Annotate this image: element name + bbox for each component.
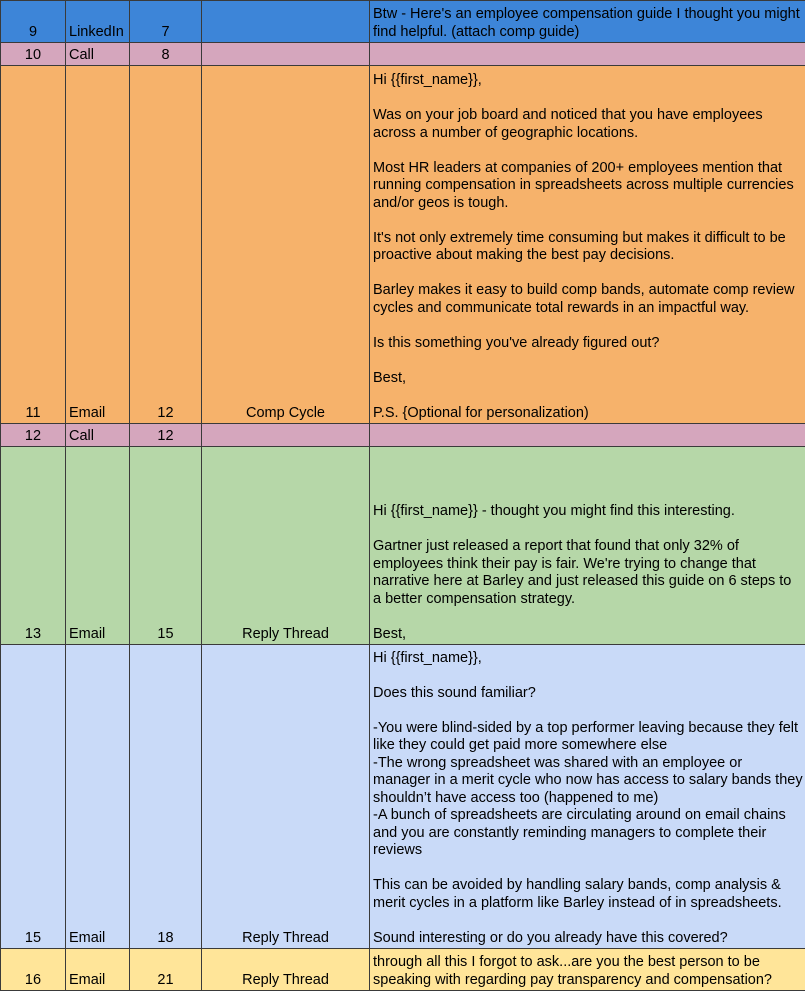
table-row (1, 447, 805, 645)
day-cell[interactable]: 15 (130, 447, 202, 645)
message-paragraph: Best, (373, 370, 803, 388)
table-row (1, 424, 805, 447)
message-paragraph: Barley makes it easy to build comp bands, automate comp review cycles and communicate total rewards in an impactful way. (373, 282, 803, 317)
name-cell[interactable] (202, 43, 370, 66)
table-row (1, 645, 805, 949)
name-cell[interactable]: Comp Cycle (202, 66, 370, 424)
table-row (1, 1, 805, 43)
message-paragraph: -You were blind-sided by a top performer leaving because they felt like they could get paid more somewhere else -The wrong spreadsheet was shared with an employee or manager in a merit cycle who now has access to salary bands they shouldn’t have access too (happened to me) -A bunch of spreadsheets are circulating around on email chains and you are constantly reminding managers to complete their reviews (373, 720, 803, 860)
step-cell[interactable]: 15 (1, 645, 66, 949)
channel-cell[interactable]: Email (66, 949, 130, 991)
name-cell[interactable] (202, 424, 370, 447)
name-cell[interactable]: Reply Thread (202, 949, 370, 991)
channel-cell[interactable]: Call (66, 43, 130, 66)
channel-cell[interactable]: Email (66, 645, 130, 949)
message-cell[interactable] (370, 66, 805, 424)
message-cell[interactable] (370, 949, 805, 991)
message-paragraph: Best, (373, 626, 803, 644)
message-paragraph: Most HR leaders at companies of 200+ employees mention that running compensation in spreadsheets across multiple currencies and/or geos is tough. (373, 160, 803, 213)
message-paragraph: Sound interesting or do you already have this covered? (373, 930, 803, 948)
day-cell[interactable]: 12 (130, 66, 202, 424)
channel-cell[interactable]: Email (66, 66, 130, 424)
message-cell[interactable] (370, 645, 805, 949)
message-cell[interactable] (370, 1, 805, 43)
message-paragraph: This can be avoided by handling salary bands, comp analysis & merit cycles in a platform like Barley instead of in spreadsheets. (373, 877, 803, 912)
message-paragraph: through all this I forgot to ask...are you the best person to be speaking with regarding pay transparency and compensation? (373, 954, 803, 989)
message-cell[interactable] (370, 43, 805, 66)
message-paragraph: Does this sound familiar? (373, 685, 803, 703)
step-cell[interactable]: 12 (1, 424, 66, 447)
name-cell[interactable]: Reply Thread (202, 645, 370, 949)
message-paragraph: Hi {{first_name}}, (373, 72, 803, 90)
message-paragraph: Was on your job board and noticed that you have employees across a number of geographic locations. (373, 107, 803, 142)
message-paragraph: Btw - Here's an employee compensation guide I thought you might find helpful. (attach comp guide) (373, 6, 803, 41)
message-paragraph: Is this something you've already figured out? (373, 335, 803, 353)
message-paragraph: Gartner just released a report that found that only 32% of employees think their pay is fair. We're trying to change that narrative here at Barley and just released this guide on 6 steps to a better compensation strategy. (373, 538, 803, 608)
channel-cell[interactable]: Call (66, 424, 130, 447)
table-row (1, 66, 805, 424)
message-paragraph: Hi {{first_name}} - thought you might find this interesting. (373, 503, 803, 521)
step-cell[interactable]: 10 (1, 43, 66, 66)
channel-cell[interactable]: LinkedIn (66, 1, 130, 43)
message-paragraph: It's not only extremely time consuming but makes it difficult to be proactive about making the best pay decisions. (373, 230, 803, 265)
day-cell[interactable]: 8 (130, 43, 202, 66)
table-row (1, 949, 805, 991)
step-cell[interactable]: 16 (1, 949, 66, 991)
table-row (1, 43, 805, 66)
day-cell[interactable]: 21 (130, 949, 202, 991)
day-cell[interactable]: 7 (130, 1, 202, 43)
message-cell[interactable] (370, 447, 805, 645)
message-paragraph: P.S. {Optional for personalization) (373, 405, 803, 423)
message-cell[interactable] (370, 424, 805, 447)
step-cell[interactable]: 9 (1, 1, 66, 43)
day-cell[interactable]: 12 (130, 424, 202, 447)
step-cell[interactable]: 11 (1, 66, 66, 424)
channel-cell[interactable]: Email (66, 447, 130, 645)
step-cell[interactable]: 13 (1, 447, 66, 645)
name-cell[interactable]: Reply Thread (202, 447, 370, 645)
day-cell[interactable]: 18 (130, 645, 202, 949)
name-cell[interactable] (202, 1, 370, 43)
message-paragraph: Hi {{first_name}}, (373, 650, 803, 668)
